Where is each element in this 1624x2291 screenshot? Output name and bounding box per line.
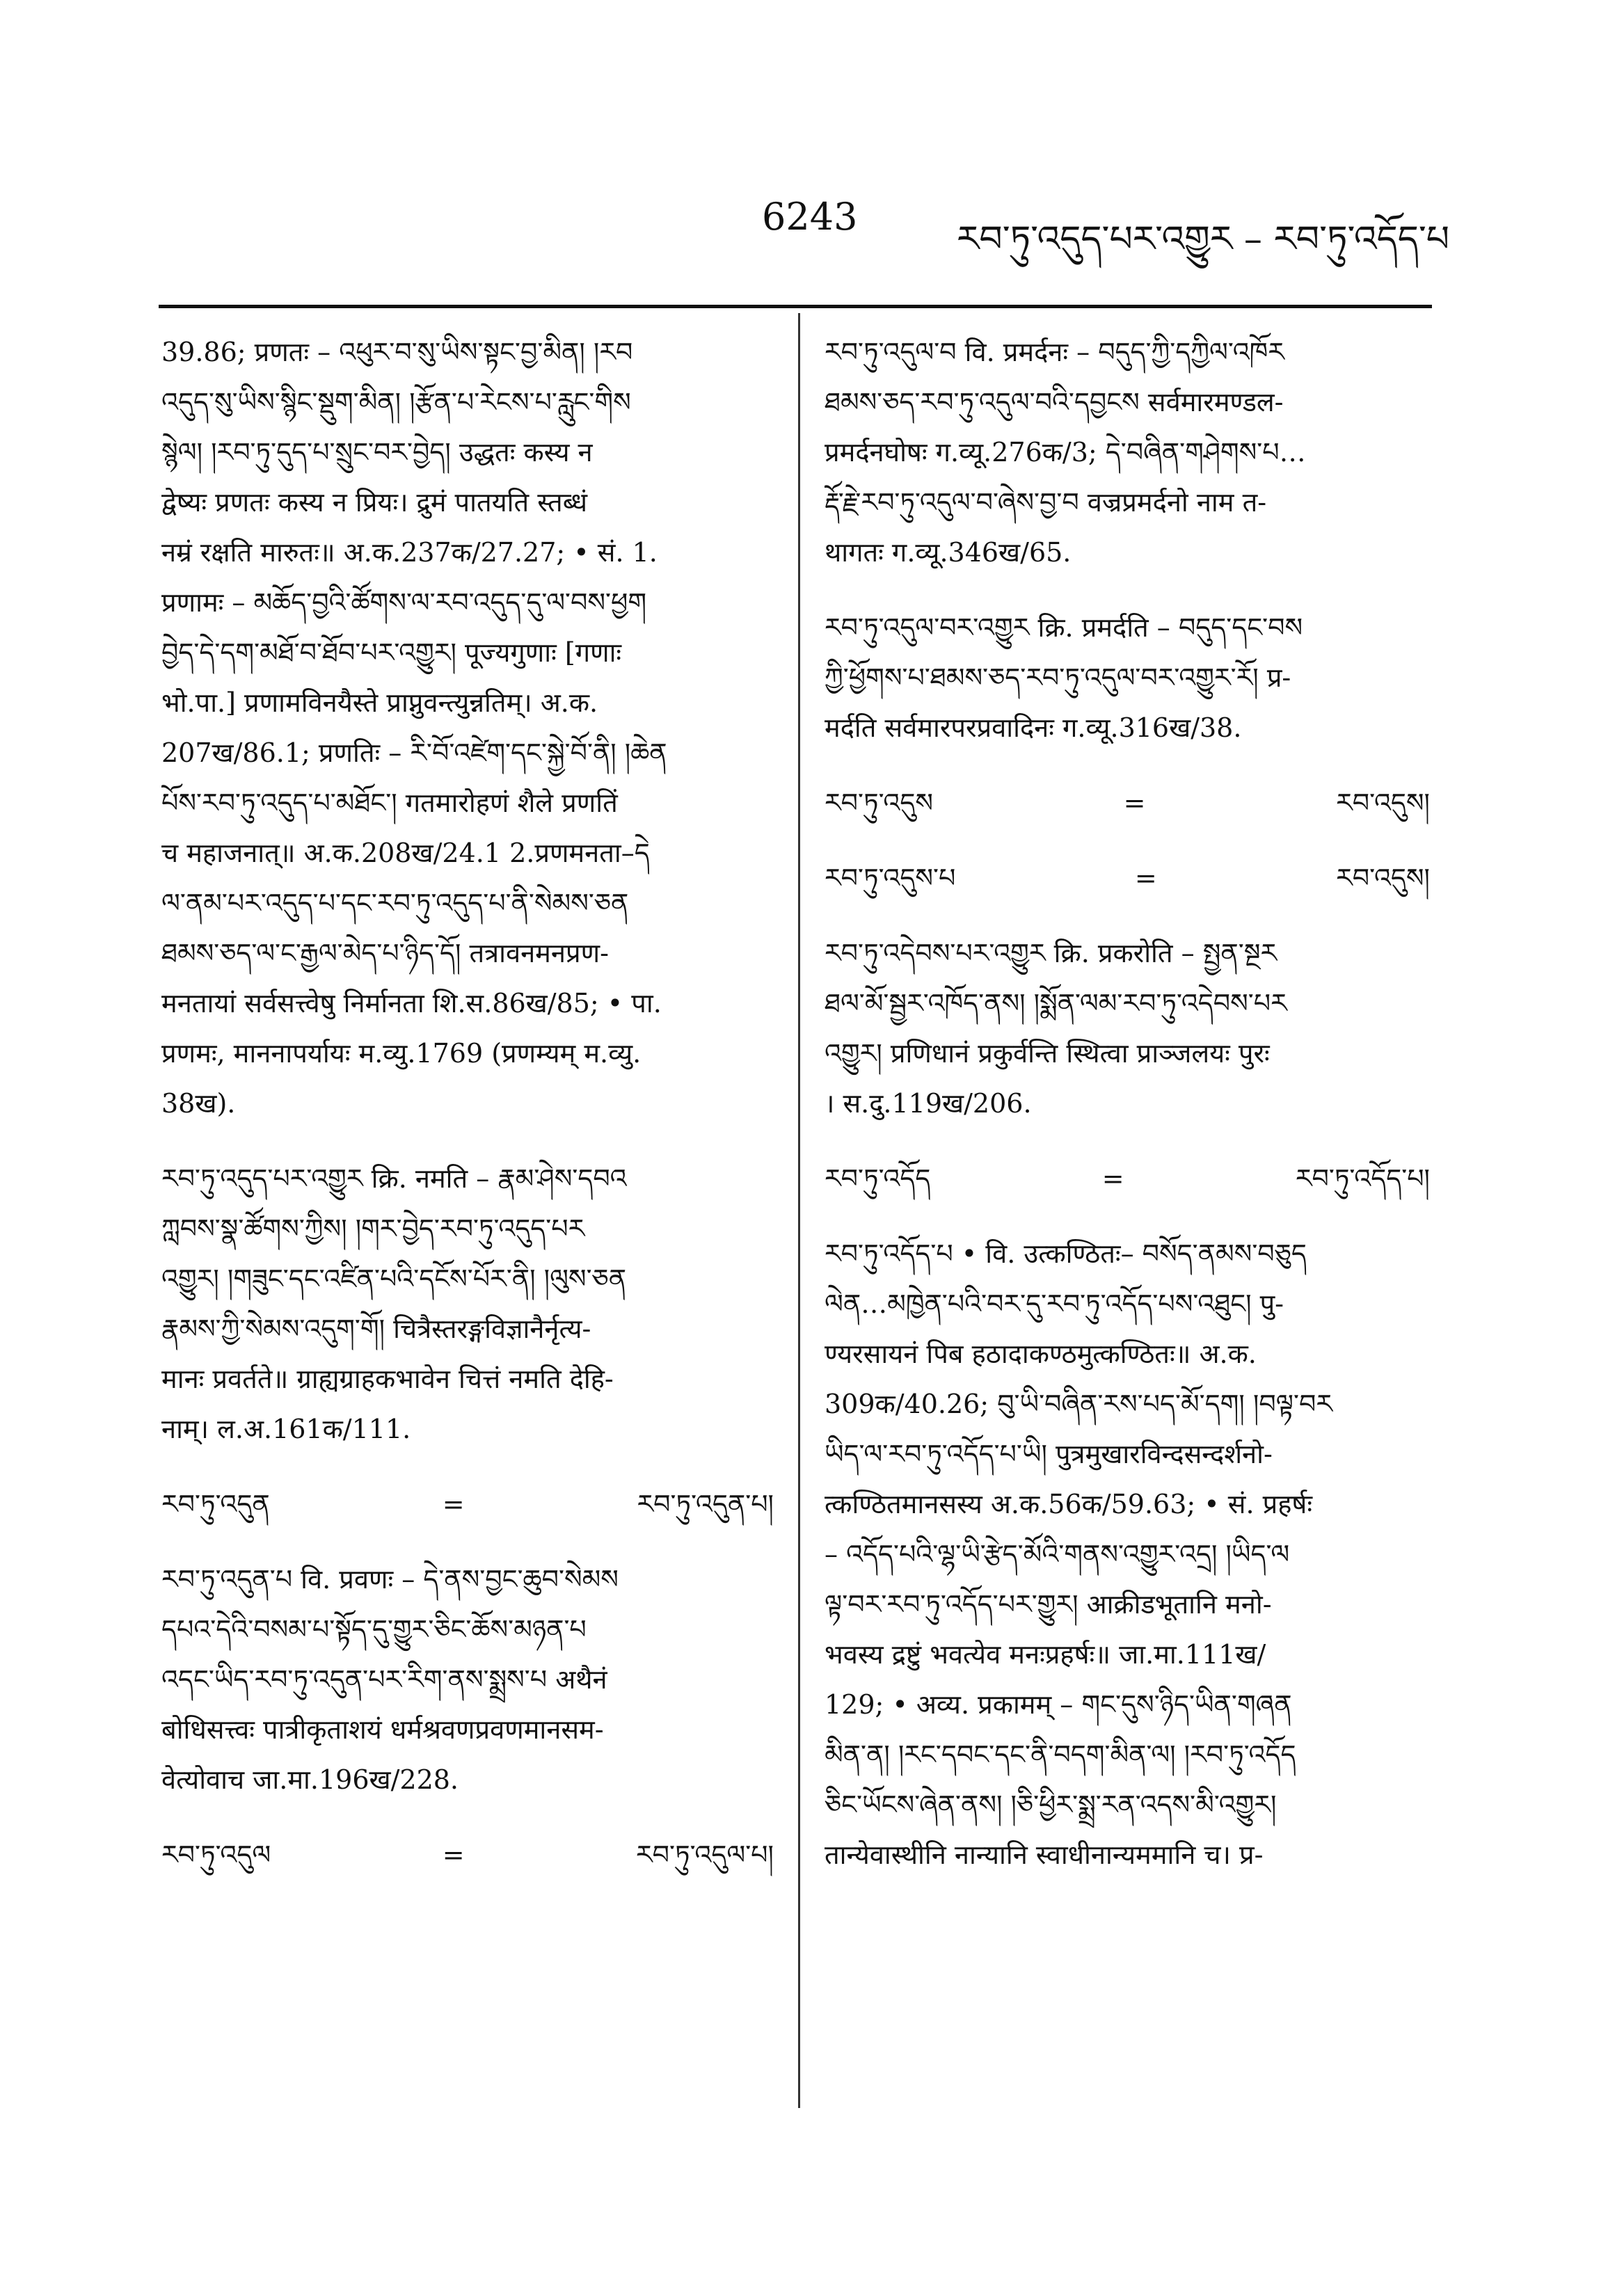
page-header — [0, 195, 1624, 278]
entry-gap — [161, 1805, 774, 1830]
equals-sign: = — [442, 1489, 465, 1519]
headword: རབ་ཏུ་འདུན — [161, 1489, 270, 1519]
cross-reference-target: རབ་ཏུ་འདུལ་པ། — [636, 1839, 774, 1870]
entry-gap — [825, 1204, 1430, 1229]
entry-line: ཀླབས་སྣ་ཚོགས་ཀྱིས། །གར་བྱེད་རབ་ཏུ་འདུད་པར — [161, 1213, 585, 1244]
dictionary-entry — [161, 1154, 774, 1454]
entry-line: । स.दु.119ख/206. — [825, 1088, 1032, 1119]
entry-line: वेत्योवाच जा.मा.196ख/228. — [161, 1764, 459, 1795]
entry-gap — [825, 577, 1430, 602]
entry-line: 129; • अव्य. प्रकामम् – གང་དུས་ཉིད་ཡིན་གཞན — [825, 1689, 1292, 1720]
dictionary-entry — [161, 327, 774, 1128]
entry-gap — [825, 903, 1430, 928]
entry-line: 207ख/86.1; प्रणतिः – རི་བོ་འཛེག་དང་སྐྱེ་བོ་ནི། །ཆེན — [161, 737, 667, 768]
entry-line: རབ་ཏུ་འདུན་པ वि. प्रवणः – དེ་ནས་བྱང་ཆུབ་སེམས — [161, 1564, 619, 1595]
entry-line: དཔའ་དེའི་བསམ་པ་སྟོད་དུ་གྱུར་ཅིང་ཆོས་མཉན་པ — [161, 1614, 587, 1645]
entry-line: འགྱུར། །གཟུང་དང་འཛིན་པའི་དངོས་པོར་ནི། །ལུས་ཅན — [161, 1263, 627, 1294]
entry-line: ལེན…མཁྱེན་པའི་བར་དུ་རབ་ཏུ་འདོད་པས་འཐུང། पु- — [825, 1288, 1284, 1319]
dictionary-entry — [825, 602, 1430, 753]
cross-reference-entry — [825, 1154, 1430, 1204]
headword: རབ་ཏུ་འདུས་པ — [825, 863, 956, 893]
running-head: རབ་ཏུ་འདུད་པར་འགྱུར – རབ་ཏུ་འདོད་པ — [957, 218, 1450, 260]
headword: རབ་ཏུ་འདུལ — [161, 1839, 271, 1870]
entry-gap — [161, 1454, 774, 1479]
cross-reference-entry — [161, 1830, 774, 1880]
entry-line: तान्येवास्थीनि नान्यानि स्वाधीनान्यममानि च। प्र- — [825, 1839, 1264, 1870]
entry-line: རབ་ཏུ་འདུལ་བར་འགྱུར क्रि. प्रमर्दति – བདུད་དང་བས — [825, 612, 1303, 643]
right-column — [825, 327, 1430, 1880]
entry-line: प्रमर्दनघोषः ग.व्यू.276क/3; དེ་བཞིན་གཤེགས་པ… — [825, 437, 1306, 468]
cross-reference-target: རབ་ཏུ་འདོད་པ། — [1295, 1163, 1430, 1194]
entry-line: ཡིད་ལ་རབ་ཏུ་འདོད་པ་ཡི། पुत्रमुखारविन्दसन्दर्शनो- — [825, 1439, 1273, 1469]
cross-reference-entry — [161, 1479, 774, 1529]
dictionary-entry — [825, 928, 1430, 1128]
entry-line: རབ་ཏུ་འདོད་པ • वि. उत्कण्ठितः– བསོད་ནམས་བཅུད — [825, 1238, 1307, 1269]
entry-line: नाम्। ल.अ.161क/111. — [161, 1414, 411, 1444]
dictionary-entry — [825, 1229, 1430, 1880]
equals-sign: = — [1101, 1163, 1124, 1194]
dictionary-entry — [825, 327, 1430, 577]
entry-gap — [825, 1128, 1430, 1154]
entry-gap — [161, 1128, 774, 1154]
entry-gap — [825, 828, 1430, 853]
entry-line: प्रणमः, माननापर्यायः म.व्यु.1769 (प्रणम्यम् म.व्यु. — [161, 1038, 642, 1069]
cross-reference-target: རབ་འདུས། — [1336, 863, 1430, 893]
entry-line: ཐལ་མོ་སྦྱར་འཁོད་ནས། །སྨོན་ལམ་རབ་ཏུ་འདེབས་པར — [825, 988, 1287, 1019]
entry-line: ལྟ་བར་རབ་ཏུ་འདོད་པར་གྱུར། आक्रीडभूतानि मनो- — [825, 1589, 1272, 1620]
entry-line: मानः प्रवर्तते॥ ग्राह्यग्राहकभावेन चित्तं नमति देहि- — [161, 1364, 614, 1394]
column-divider — [798, 313, 800, 2108]
entry-line: རབ་ཏུ་འདུད་པར་འགྱུར क्रि. नमति – རྣམ་ཤེས་དབའ — [161, 1163, 627, 1194]
entry-line: ཐམས་ཅད་རབ་ཏུ་འདུལ་བའི་དབྱངས सर्वमारमण्डल- — [825, 387, 1284, 417]
left-column — [161, 327, 774, 1880]
headword: རབ་ཏུ་འདུས — [825, 788, 934, 818]
entry-line: मर्दति सर्वमारपरप्रवादिनः ग.व्यू.316ख/38. — [825, 712, 1242, 743]
entry-line: རབ་ཏུ་འདེབས་པར་འགྱུར क्रि. प्रकरोति – སྤྱན་སྔར — [825, 938, 1277, 968]
headword: རབ་ཏུ་འདོད — [825, 1163, 931, 1194]
entry-line: नम्रं रक्षति मारुतः॥ अ.क.237क/27.27; • सं. 1. — [161, 537, 658, 568]
entry-line: རྡོ་རྗེ་རབ་ཏུ་འདུལ་བ་ཞེས་བྱ་བ वज्रप्रमर्दनो नाम त- — [825, 487, 1267, 518]
entry-line: མིན་ན། །རང་དབང་དང་ནི་བདག་མིན་ལ། །རབ་ཏུ་འདོད — [825, 1739, 1296, 1770]
entry-line: त्कण्ठितमानसस्य अ.क.56क/59.63; • सं. प्रहर्षः — [825, 1489, 1313, 1519]
entry-line: च महाजनात्॥ अ.क.208ख/24.1 2.प्रणमनता–དེ — [161, 838, 650, 868]
entry-line: ཀྱི་ཕྱོགས་པ་ཐམས་ཅད་རབ་ཏུ་འདུལ་བར་འགྱུར་རོ། प्र- — [825, 662, 1291, 693]
entry-line: རྣམས་ཀྱི་སེམས་འདུག་གོ། चित्रैस्तरङ्गविज्ञानैर्नृत्य- — [161, 1314, 591, 1344]
entry-line: बोधिसत्त्वः पात्रीकृताशयं धर्मश्रवणप्रवणमानसम- — [161, 1714, 604, 1745]
cross-reference-target: རབ་ཏུ་འདུན་པ། — [637, 1489, 774, 1519]
entry-line: བྱེད་དེ་དག་མཐོ་བ་ཐོབ་པར་འགྱུར། पूज्यगुणाः [गणाः — [161, 637, 622, 668]
equals-sign: = — [442, 1839, 465, 1870]
cross-reference-target: རབ་འདུས། — [1336, 788, 1430, 818]
cross-reference-entry — [825, 778, 1430, 828]
entry-line: भो.पा.] प्रणामविनयैस्ते प्राप्नुवन्त्युन्नतिम्। अ.क. — [161, 687, 598, 718]
entry-line: སྙེལ། །རབ་ཏུ་དུད་པ་སྲུང་བར་བྱེད། उद्धतः कस्य न — [161, 437, 593, 468]
cross-reference-entry — [825, 853, 1430, 903]
entry-line: – འདོད་པའི་ལྷ་ཡི་རྩེད་མོའི་གནས་འགྱུར་འདྲ། །ཡིད་ལ — [825, 1539, 1290, 1570]
header-rule — [159, 305, 1432, 308]
entry-line: थागतः ग.व्यू.346ख/65. — [825, 537, 1072, 568]
entry-line: འགྱུར། प्रणिधानं प्रकुर्वन्ति स्थित्वा प्राञ्जलयः पुरः — [825, 1038, 1270, 1069]
dictionary-entry — [161, 1554, 774, 1805]
entry-line: मनतायां सर्वसत्त्वेषु निर्मानता शि.स.86ख/85; • पा. — [161, 988, 662, 1019]
entry-line: 39.86; प्रणतः – འཕུར་བ་སུ་ཡིས་སྟང་བྱ་མིན། །རབ — [161, 337, 633, 367]
entry-line: ཐམས་ཅད་ལ་ང་རྒྱལ་མེད་པ་ཉིད་དོ། तत्रावनमनप्रण- — [161, 938, 609, 968]
equals-sign: = — [1123, 788, 1146, 818]
entry-gap — [825, 753, 1430, 778]
entry-line: འདུད་སུ་ཡིས་སྙིང་སྡུག་མིན། །རྩོན་པ་རེངས་པ་རླུང་གིས — [161, 387, 631, 417]
entry-line: པོས་རབ་ཏུ་འདུད་པ་མཐོང་། गतमारोहणं शैले प्रणतिं — [161, 788, 618, 818]
entry-line: प्रणामः – མཆོད་བྱའི་ཚོགས་ལ་རབ་འདུད་དུ་ལ་བས་ཕྱག — [161, 587, 647, 618]
entry-line: 309क/40.26; བུ་ཡི་བཞིན་རས་པད་མོ་དག། །བལྟ་བར — [825, 1389, 1333, 1419]
entry-line: རབ་ཏུ་འདུལ་བ वि. प्रमर्दनः – བདུད་ཀྱི་དཀྱིལ་འཁོར — [825, 337, 1284, 367]
entry-line: ལ་ནམ་པར་འདུད་པ་དང་རབ་ཏུ་འདུད་པ་ནི་སེམས་ཅན — [161, 888, 629, 918]
entry-line: ण्यरसायनं पिब हठादाकण्ठमुत्कण्ठितः॥ अ.क. — [825, 1339, 1257, 1369]
entry-gap — [161, 1529, 774, 1554]
entry-line: ཅིང་ཡོངས་ཞེན་ནས། །ཅི་ཕྱིར་སྨྲ་རན་འདས་མི་འགྱུར། — [825, 1789, 1277, 1820]
equals-sign: = — [1134, 863, 1157, 893]
entry-line: द्वेष्यः प्रणतः कस्य न प्रियः। द्रुमं पातयति स्तब्धं — [161, 487, 587, 518]
entry-line: འདང་ཡིད་རབ་ཏུ་འདུན་པར་རིག་ནས་སྨྲས་པ अथैनं — [161, 1664, 607, 1695]
entry-line: भवस्य द्रष्टुं भवत्येव मनःप्रहर्षः॥ जा.मा.111ख/ — [825, 1639, 1266, 1670]
page-number: 6243 — [762, 195, 858, 239]
entry-line: 38ख). — [161, 1088, 236, 1119]
